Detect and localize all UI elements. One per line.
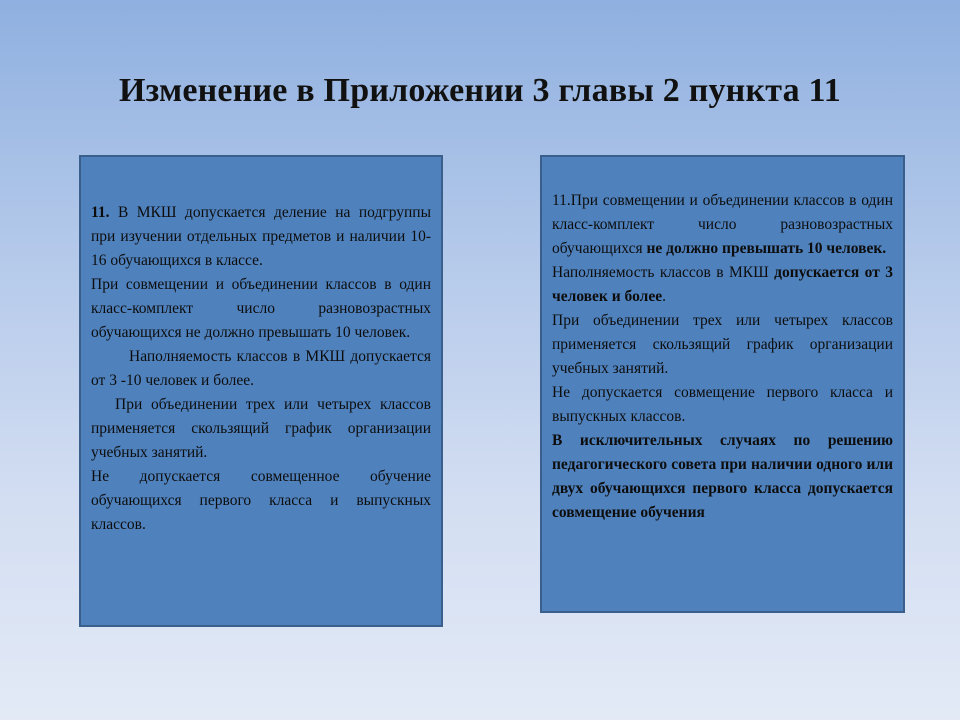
right-paragraph-5-bold: В исключительных случаях по решению педагогического совета при наличии одного или двух обучающихся первого класса допускается совмещение обучения bbox=[552, 432, 893, 521]
right-paragraph-1-text: 11.При совмещении и объединении классов в один класс-комплект число разновозрастных обучающихся bbox=[552, 192, 893, 257]
left-paragraph-1 bbox=[91, 201, 431, 273]
slide-title: Изменение в Приложении 3 главы 2 пункта 11 bbox=[118, 72, 842, 109]
new-text-box bbox=[540, 155, 905, 613]
right-paragraph-1-bold: не должно превышать 10 человек. bbox=[646, 240, 887, 257]
right-paragraph-5 bbox=[552, 429, 893, 525]
right-paragraph-3: При объединении трех или четырех классов применяется скользящий график организации учебных занятий. bbox=[552, 312, 893, 377]
left-paragraph-4: При объединении трех или четырех классов применяется скользящий график организации учебных занятий. bbox=[91, 396, 431, 461]
right-paragraph-1 bbox=[552, 189, 893, 261]
right-paragraph-2-bold: допускается от 3 человек и более bbox=[552, 264, 893, 305]
right-paragraph-2 bbox=[552, 261, 893, 309]
left-paragraph-2: При совмещении и объединении классов в один класс-комплект число разновозрастных обучающихся не должно превышать 10 человек. bbox=[91, 276, 431, 341]
old-text-box bbox=[79, 155, 443, 627]
left-paragraph-3: Наполняемость классов в МКШ допускается от 3 -10 человек и более. bbox=[91, 348, 431, 389]
left-paragraph-5: Не допускается совмещенное обучение обучающихся первого класса и выпускных классов. bbox=[91, 468, 431, 533]
left-paragraph-1-text: В МКШ допускается деление на подгруппы при изучении отдельных предметов и наличии 10-16 обучающихся в классе. bbox=[91, 204, 431, 269]
right-paragraph-4: Не допускается совмещение первого класса и выпускных классов. bbox=[552, 384, 893, 425]
left-point-number: 11. bbox=[91, 204, 110, 221]
right-paragraph-2-end: . bbox=[662, 288, 666, 305]
right-paragraph-2-text: Наполняемость классов в МКШ bbox=[552, 264, 775, 281]
